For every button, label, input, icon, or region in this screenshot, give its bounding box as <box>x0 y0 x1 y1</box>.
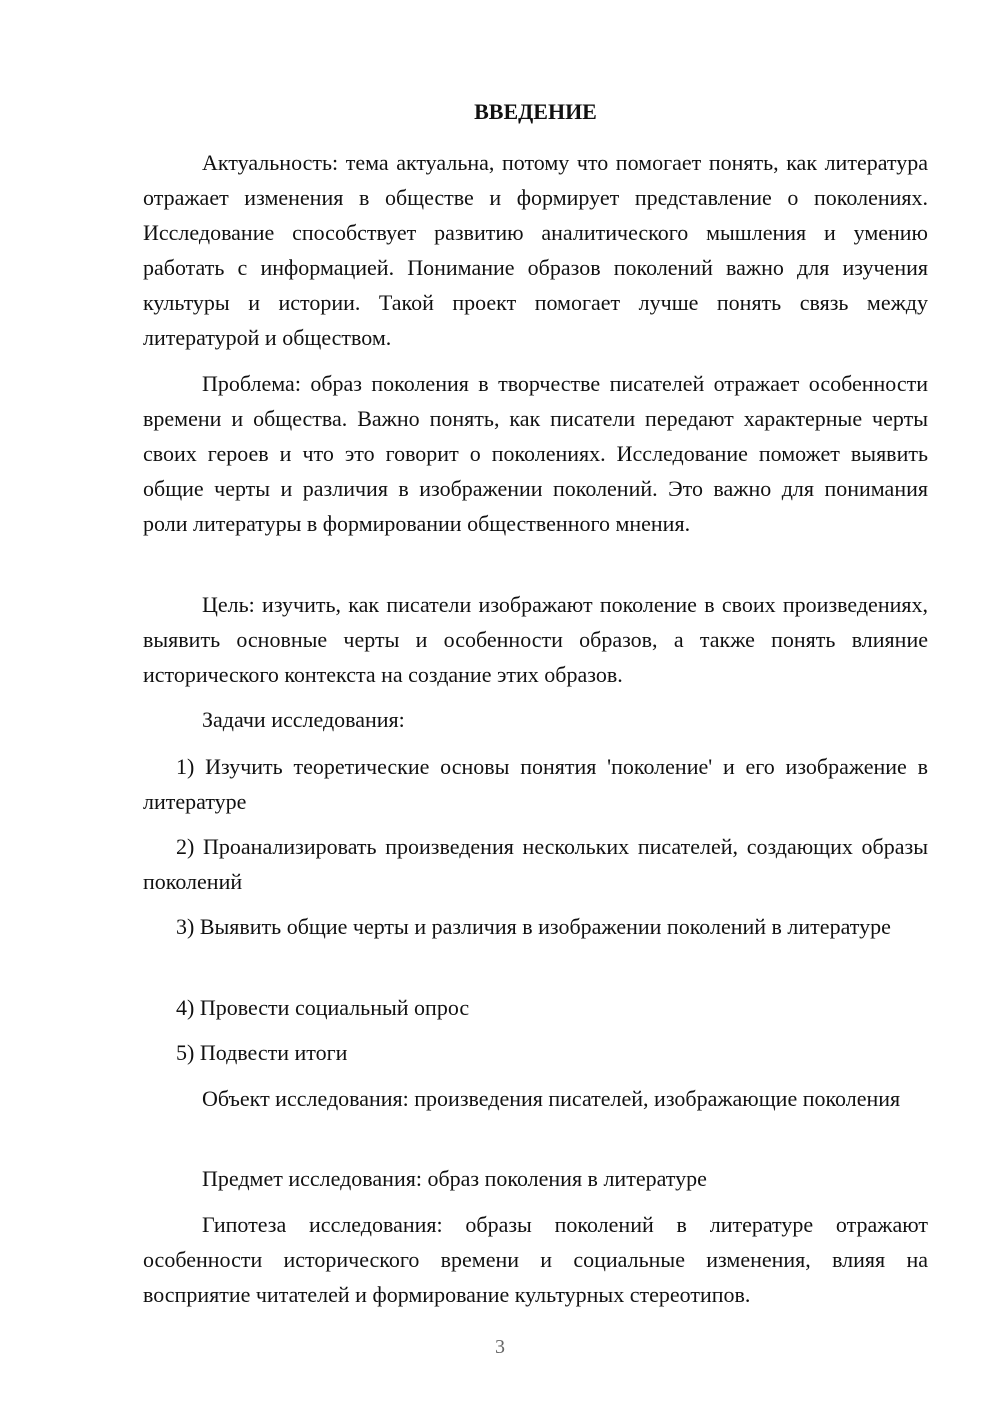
paragraph-subject: Предмет исследования: образ поколения в литературе <box>202 1166 707 1191</box>
task-item-5: 5) Подвести итоги <box>176 1040 348 1065</box>
paragraph-goal: Цель: изучить, как писатели изображают поколение в своих произведениях, выявить основные черты и особенности образов, а также понять влияние исторического контекста на создание этих образов. <box>143 592 928 687</box>
task-item-1: 1) Изучить теоретические основы понятия 'поколение' и его изображение в литературе <box>143 754 928 814</box>
paragraph-object: Объект исследования: произведения писателей, изображающие поколения <box>202 1086 901 1111</box>
paragraph-problem: Проблема: образ поколения в творчестве писателей отражает особенности времени и общества. Важно понять, как писатели передают характерные черты своих героев и что это говорит о поколениях. Исследование поможет выявить общие черты и различия в изображении поколений. Это важно для понимания роли литературы в формировании общественного мнения. <box>143 371 928 536</box>
tasks-heading: Задачи исследования: <box>202 707 405 732</box>
page-number: 3 <box>495 1336 505 1358</box>
task-item-3: 3) Выявить общие черты и различия в изображении поколений в литературе <box>176 914 891 939</box>
task-item-2: 2) Проанализировать произведения нескольких писателей, создающих образы поколений <box>143 834 928 894</box>
paragraph-relevance: Актуальность: тема актуальна, потому что помогает понять, как литература отражает изменения в обществе и формирует представление о поколениях. Исследование способствует развитию аналитического мышления и умению работать с информацией. Понимание образов поколений важно для изучения культуры и истории. Такой проект помогает лучше понять связь между литературой и обществом. <box>143 150 928 350</box>
page-title: ВВЕДЕНИЕ <box>474 99 597 124</box>
task-item-4: 4) Провести социальный опрос <box>176 995 470 1020</box>
paragraph-hypothesis: Гипотеза исследования: образы поколений в литературе отражают особенности исторического времени и социальные изменения, влияя на восприятие читателей и формирование культурных стереотипов. <box>143 1212 928 1307</box>
